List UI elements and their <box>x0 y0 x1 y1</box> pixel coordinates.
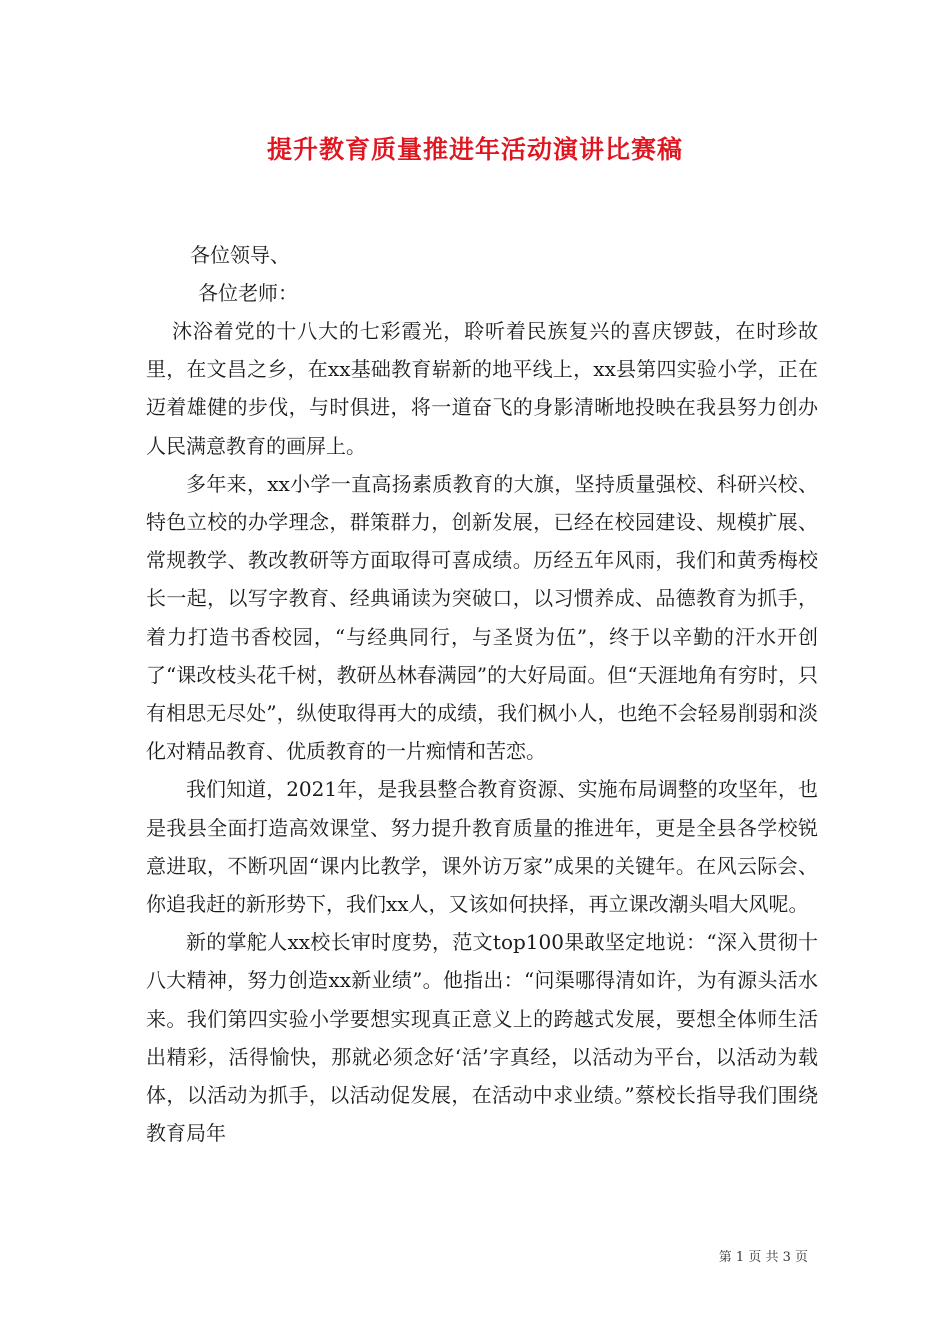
salutation-teachers: 各位老师： <box>198 281 298 305</box>
paragraph: 我们知道，2021年，是我县整合教育资源、实施布局调整的攻坚年，也是我县全面打造高效课堂、努力提升教育质量的推进年，更是全县各学校锐意进取，不断巩固“课内比教学，课外访万家”成果的关键年。在风云际会、你追我赶的新形势下，我们xx人，又该如何抉择，再立课改潮头唱大风呢。 <box>146 777 818 917</box>
salutation-leaders: 各位领导、 <box>190 243 290 267</box>
document-body <box>146 236 818 1152</box>
page-number: 第 1 页 共 3 页 <box>718 1250 808 1265</box>
document-title: 提升教育质量推进年活动演讲比赛稿 <box>266 135 683 164</box>
paragraph: 多年来，xx小学一直高扬素质教育的大旗，坚持质量强校、科研兴校、特色立校的办学理念，群策群力，创新发展，已经在校园建设、规模扩展、常规教学、教改教研等方面取得可喜成绩。历经五年风雨，我们和黄秀梅校长一起，以写字教育、经典诵读为突破口，以习惯养成、品德教育为抓手，着力打造书香校园，“与经典同行，与圣贤为伍”，终于以辛勤的汗水开创了“课改枝头花千树，教研丛林春满园”的大好局面。但“天涯地角有穷时，只有相思无尽处”，纵使取得再大的成绩，我们枫小人，也绝不会轻易削弱和淡化对精品教育、优质教育的一片痴情和苦恋。 <box>146 471 818 764</box>
paragraph: 沐浴着党的十八大的七彩霞光，聆听着民族复兴的喜庆锣鼓，在时珍故里，在文昌之乡，在xx基础教育崭新的地平线上，xx县第四实验小学，正在迈着雄健的步伐，与时俱进，将一道奋飞的身影清晰地投映在我县努力创办人民满意教育的画屏上。 <box>146 319 818 458</box>
paragraph: 新的掌舵人xx校长审时度势，范文top100果敢坚定地说：“深入贯彻十八大精神，努力创造xx新业绩”。他指出：“问渠哪得清如许，为有源头活水来。我们第四实验小学要想实现真正意义上的跨越式发展，要想全体师生活出精彩，活得愉快，那就必须念好‘活’字真经，以活动为平台，以活动为载体，以活动为抓手，以活动促发展，在活动中求业绩。”蔡校长指导我们围绕教育局年 <box>146 930 818 1146</box>
